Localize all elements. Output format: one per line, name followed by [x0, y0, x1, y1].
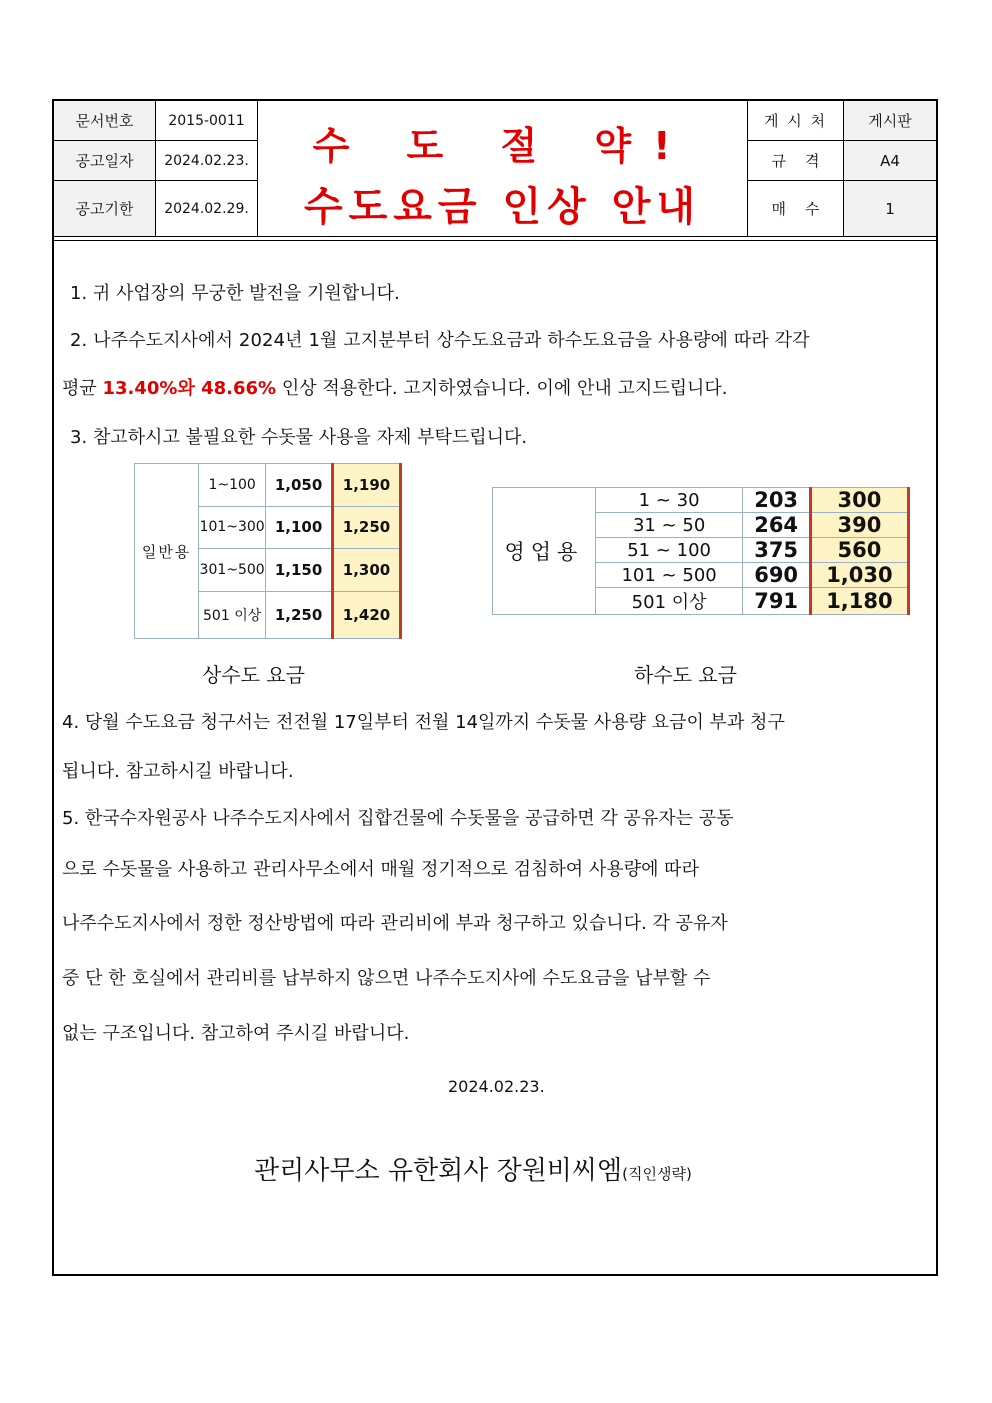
sewer-range: 1 ~ 30 [595, 488, 743, 513]
water-new-rate: 1,420 [333, 591, 401, 638]
signature-note: (직인생략) [622, 1165, 692, 1183]
water-row [135, 464, 401, 507]
sewer-range: 51 ~ 100 [595, 538, 743, 563]
water-range: 501 이상 [199, 591, 266, 638]
water-rate-table [134, 463, 402, 639]
p2-suffix: 인상 적용한다. 고지하였습니다. 이에 안내 고지드립니다. [276, 378, 728, 399]
sewer-new-rate: 1,180 [810, 588, 908, 615]
water-new-rate: 1,300 [333, 549, 401, 592]
sewer-old-rate: 264 [743, 513, 810, 538]
paragraph-3: 3. 참고하시고 불필요한 수돗물 사용을 자제 부탁드립니다. [70, 427, 528, 448]
p2-prefix: 평균 [62, 378, 103, 399]
sewer-new-rate: 560 [810, 538, 908, 563]
sewer-new-rate: 390 [810, 513, 908, 538]
sewer-table-caption: 하수도 요금 [634, 663, 737, 687]
title-box [258, 101, 748, 237]
water-new-rate: 1,250 [333, 506, 401, 549]
post-label: 게 시 처 [748, 101, 844, 141]
paragraph-2-line-1: 2. 나주수도지사에서 2024년 1월 고지분부터 상수도요금과 하수도요금을 사용량에 따라 각각 [70, 330, 810, 351]
signature-name: 관리사무소 유한회사 장원비씨엠 [254, 1156, 623, 1186]
water-category: 일반용 [135, 464, 199, 639]
sewer-old-rate: 690 [743, 563, 810, 588]
notice-header [54, 101, 936, 237]
paragraph-4-line-2: 됩니다. 참고하시길 바랍니다. [62, 761, 294, 782]
water-old-rate: 1,100 [266, 506, 333, 549]
sewer-range: 501 이상 [595, 588, 743, 615]
sewer-old-rate: 791 [743, 588, 810, 615]
sewer-range: 101 ~ 500 [595, 563, 743, 588]
water-range: 301~500 [199, 549, 266, 592]
sewer-category: 영업용 [493, 488, 596, 615]
paragraph-4-line-1: 4. 당월 수도요금 청구서는 전전월 17일부터 전월 14일까지 수돗물 사용량 요금이 부과 청구 [62, 712, 785, 733]
sewer-range: 31 ~ 50 [595, 513, 743, 538]
sewer-old-rate: 203 [743, 488, 810, 513]
notice-date-value: 2024.02.23. [156, 141, 258, 181]
notice-date-label: 공고일자 [54, 141, 156, 181]
notice-date: 2024.02.23. [448, 1077, 545, 1096]
paragraph-5-line-4: 중 단 한 호실에서 관리비를 납부하지 않으면 나주수도지사에 수도요금을 납부할 수 [62, 968, 711, 989]
water-table-caption: 상수도 요금 [202, 663, 305, 687]
rate-increase-highlight: 13.40%와 48.66% [102, 378, 277, 399]
sewer-new-rate: 300 [810, 488, 908, 513]
paragraph-5-line-2: 으로 수돗물을 사용하고 관리사무소에서 매월 정기적으로 검침하여 사용량에 따라 [62, 859, 699, 880]
water-range: 1~100 [199, 464, 266, 507]
sewer-rate-table [492, 487, 910, 615]
water-new-rate: 1,190 [333, 464, 401, 507]
deadline-value: 2024.02.29. [156, 181, 258, 237]
paragraph-5-line-3: 나주수도지사에서 정한 정산방법에 따라 관리비에 부과 청구하고 있습니다. 각 공유자 [62, 913, 728, 934]
header-double-rule [54, 237, 936, 241]
size-value: A4 [844, 141, 936, 181]
title-line-2: 수도요금 인상 안내 [304, 184, 701, 230]
title-line-1: 수 도 절 약! [312, 124, 693, 168]
deadline-label: 공고기한 [54, 181, 156, 237]
sewer-old-rate: 375 [743, 538, 810, 563]
signature [254, 1150, 692, 1187]
paragraph-5-line-1: 5. 한국수자원공사 나주수도지사에서 집합건물에 수돗물을 공급하면 각 공유자는 공동 [62, 808, 734, 829]
doc-no-value: 2015-0011 [156, 101, 258, 141]
paragraph-5-line-5: 없는 구조입니다. 참고하여 주시길 바랍니다. [62, 1023, 410, 1044]
water-old-rate: 1,250 [266, 591, 333, 638]
water-old-rate: 1,150 [266, 549, 333, 592]
paragraph-2-line-2 [62, 374, 728, 400]
sewer-row [493, 488, 909, 513]
water-old-rate: 1,050 [266, 464, 333, 507]
sheets-value: 1 [844, 181, 936, 237]
sewer-new-rate: 1,030 [810, 563, 908, 588]
paragraph-1: 1. 귀 사업장의 무궁한 발전을 기원합니다. [70, 283, 400, 304]
size-label: 규 격 [748, 141, 844, 181]
notice-frame [52, 99, 938, 1276]
sheets-label: 매 수 [748, 181, 844, 237]
post-value: 게시판 [844, 101, 936, 141]
water-range: 101~300 [199, 506, 266, 549]
doc-no-label: 문서번호 [54, 101, 156, 141]
